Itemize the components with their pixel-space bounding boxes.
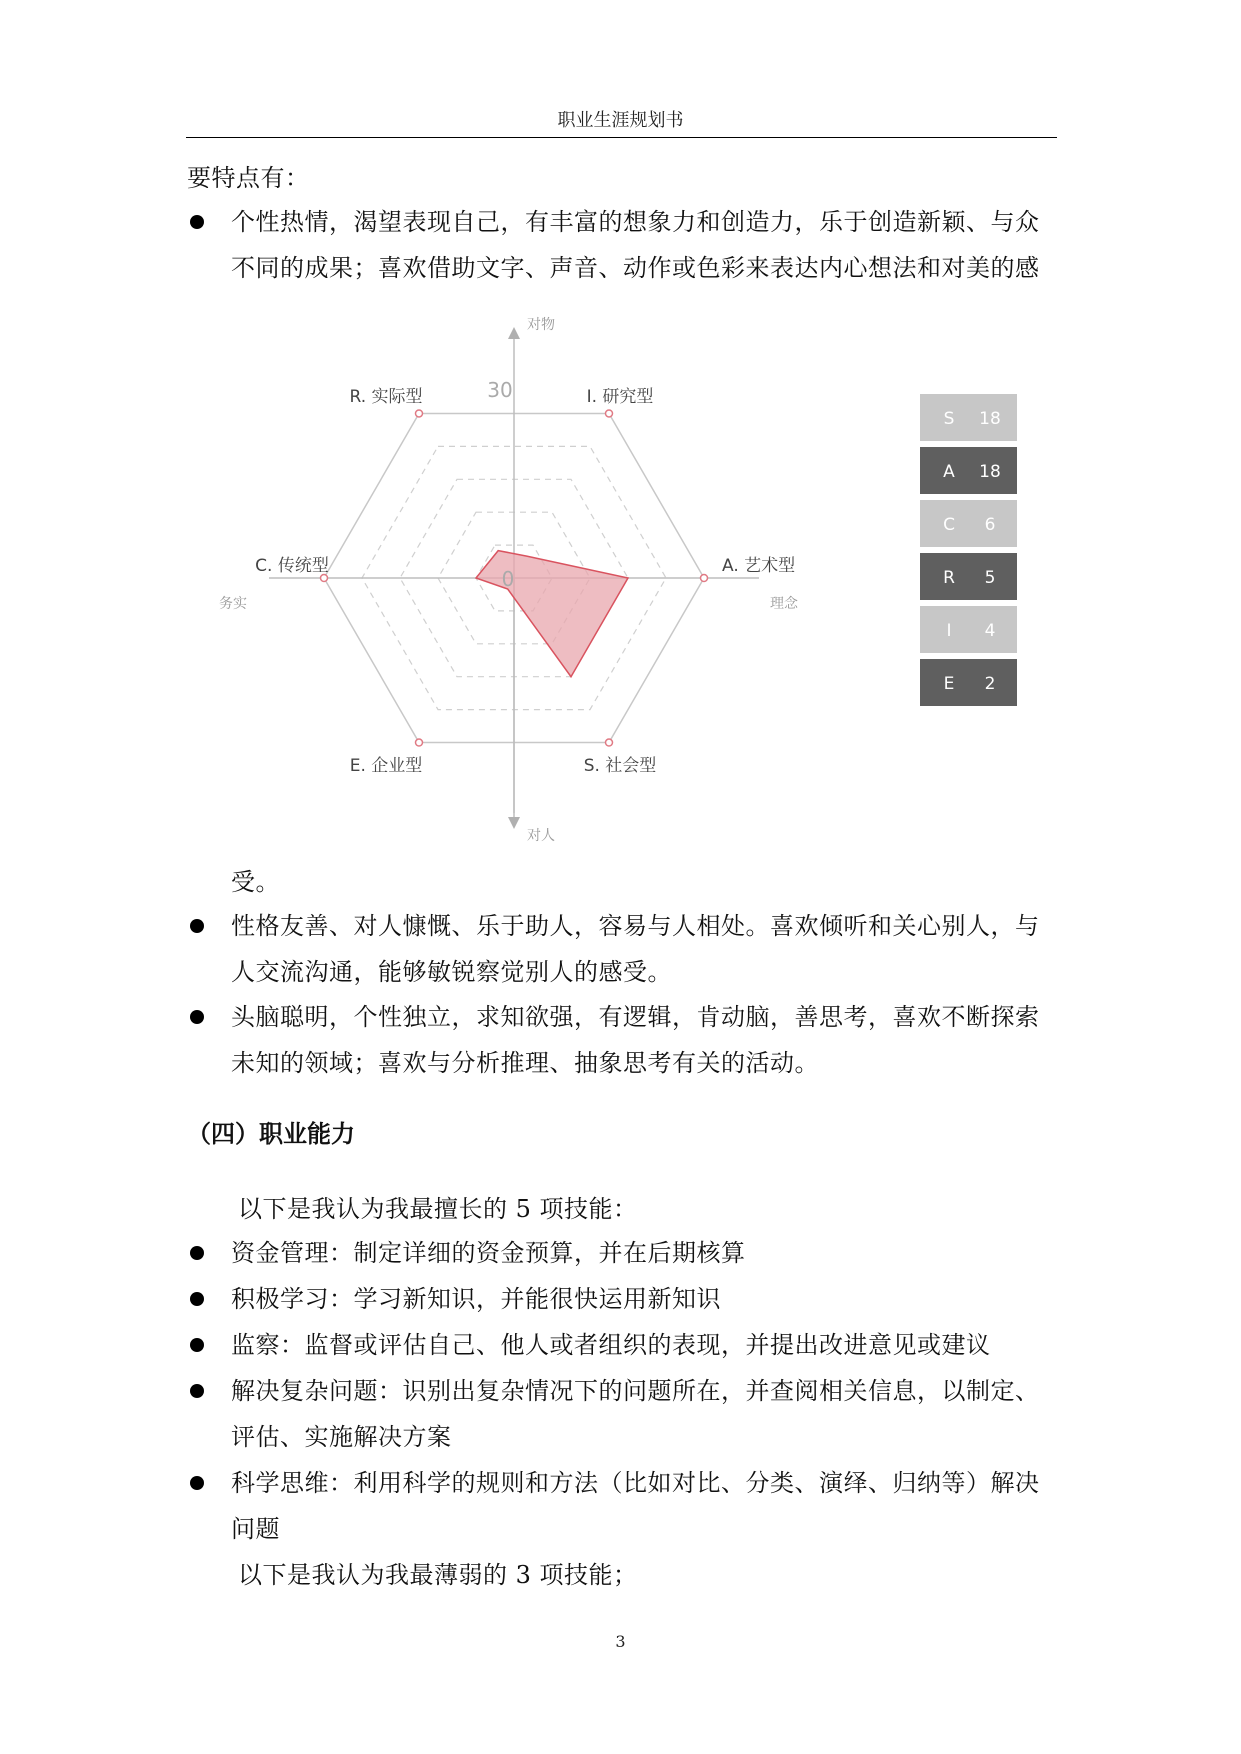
score-cell-a [920,447,1017,494]
header-title: 职业生涯规划书 [557,110,684,131]
score-value-r: 5 [984,568,996,588]
bullet-3-line-1: 头脑聪明，个性独立，求知欲强，有逻辑，肯动脑，善思考，喜欢不断探索 [231,1003,1040,1031]
score-cell-e [920,659,1017,706]
bullet-2-line-2: 人交流沟通，能够敏锐察觉别人的感受。 [231,958,672,986]
bullet-2-line-1: 性格友善、对人慷慨、乐于助人，容易与人相处。喜欢倾听和关心别人，与 [231,912,1040,940]
score-value-e: 2 [984,674,996,694]
score-code-r: R [943,568,955,588]
bullet-dot [190,919,204,933]
bullet-dot [190,1246,204,1260]
vertex-dot-a [701,575,708,582]
score-code-s: S [943,409,955,429]
score-cell-c [920,500,1017,547]
bullet-dot [190,1010,204,1024]
score-value-s: 18 [979,409,1001,429]
score-value-a: 18 [979,462,1001,482]
direction-label-right: 理念 [770,596,798,612]
vertex-dot-s [606,739,613,746]
score-cell-s [920,394,1017,441]
score-code-c: C [943,515,955,535]
skill-5-line-2: 问题 [231,1515,280,1543]
direction-label-top: 对物 [527,317,555,333]
bullet-1-line-3: 受。 [231,868,280,896]
skill-5-line-1: 科学思维：利用科学的规则和方法（比如对比、分类、演绎、归纳等）解决 [231,1469,1040,1497]
section-title: （四）职业能力 [187,1119,355,1148]
skill-4-line-1: 解决复杂问题：识别出复杂情况下的问题所在，并查阅相关信息，以制定、 [231,1377,1040,1405]
vertex-dot-r [416,410,423,417]
radar-chart [186,300,1057,860]
score-cell-i [920,606,1017,653]
bullet-dot [190,215,204,229]
radar-labels [219,316,799,844]
axis-label-a: A. 艺术型 [722,556,796,576]
skills-intro-strong: 以下是我认为我最擅长的 5 项技能： [238,1195,638,1223]
bullet-dot [190,1338,204,1352]
axis-label-i: I. 研究型 [586,387,654,407]
axis-label-c: C. 传统型 [255,556,329,576]
score-code-i: I [946,621,952,641]
skill-1: 资金管理：制定详细的资金预算，并在后期核算 [231,1239,746,1267]
radar-data-area [476,551,628,677]
axis-label-e: E. 企业型 [349,756,423,776]
bullet-3-line-2: 未知的领域；喜欢与分析推理、抽象思考有关的活动。 [231,1049,819,1077]
axis-label-s: S. 社会型 [583,756,657,776]
bullet-1-line-2: 不同的成果；喜欢借助文字、声音、动作或色彩来表达内心想法和对美的感 [231,254,1040,282]
bullet-1-line-1: 个性热情，渴望表现自己，有丰富的想象力和创造力，乐于创造新颖、与众 [231,208,1040,236]
score-value-c: 6 [984,515,996,535]
skill-3: 监察：监督或评估自己、他人或者组织的表现，并提出改进意见或建议 [231,1331,991,1359]
tick-label-max: 30 [487,378,513,402]
bullet-dot [190,1292,204,1306]
vertex-dot-i [606,410,613,417]
direction-label-bottom: 对人 [527,828,555,844]
intro-text: 要特点有： [187,164,310,192]
tick-label-min: 0 [501,567,515,591]
direction-label-left: 务实 [219,596,247,612]
score-code-a: A [943,462,955,482]
header-rule [186,137,1057,138]
score-cell-r [920,553,1017,600]
vertex-dot-e [416,739,423,746]
skills-intro-weak: 以下是我认为我最薄弱的 3 项技能； [238,1561,638,1589]
skill-2: 积极学习：学习新知识，并能很快运用新知识 [231,1285,721,1313]
bullet-dot [190,1476,204,1490]
score-code-e: E [943,674,955,694]
skill-4-line-2: 评估、实施解决方案 [231,1423,452,1451]
axis-label-r: R. 实际型 [349,387,423,407]
bullet-dot [190,1384,204,1398]
page-number: 3 [615,1632,626,1651]
score-table [920,394,1017,706]
score-value-i: 4 [984,621,996,641]
